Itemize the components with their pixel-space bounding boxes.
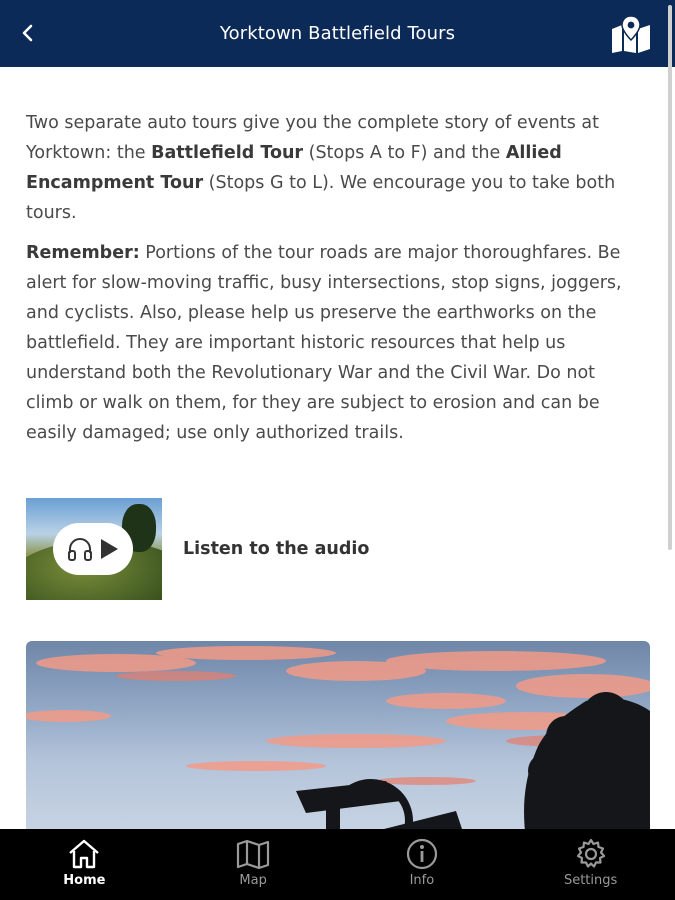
nav-label-home: Home <box>63 873 106 888</box>
reminder-label: Remember: <box>26 243 140 263</box>
bottom-navigation <box>0 829 675 900</box>
nav-map[interactable] <box>169 829 338 900</box>
tour-description <box>26 108 638 458</box>
encampment-tour-name: Allied Encampment Tour <box>26 143 562 193</box>
audio-thumbnail[interactable] <box>26 498 162 600</box>
battlefield-tour-name: Battlefield Tour <box>151 143 304 163</box>
map-icon <box>235 838 271 870</box>
nav-settings[interactable] <box>506 829 675 900</box>
nav-label-settings: Settings <box>563 873 618 888</box>
reminder-paragraph <box>26 238 638 448</box>
nav-label-info: Info <box>409 873 435 888</box>
intro-text-1: Two separate auto tours give you the complete story of events at Yorktown: the <box>26 113 599 163</box>
sunset-cannon-illustration <box>26 641 650 841</box>
nav-home[interactable] <box>0 829 169 900</box>
map-pin-icon <box>610 15 652 53</box>
home-icon <box>66 838 102 870</box>
scrollbar[interactable] <box>668 5 672 550</box>
intro-text-2: (Stops A to F) and the <box>303 143 506 163</box>
audio-play-button[interactable] <box>53 523 133 575</box>
gear-icon <box>573 838 609 870</box>
page-title: Yorktown Battlefield Tours <box>219 23 456 44</box>
top-app-bar <box>0 0 675 67</box>
headphones-icon <box>67 537 93 561</box>
intro-text-3: (Stops G to L). We encourage you to take both tours. <box>26 173 616 223</box>
info-icon <box>404 838 440 870</box>
audio-player[interactable] <box>26 498 646 600</box>
nav-label-map: Map <box>239 873 267 888</box>
reminder-text: Portions of the tour roads are major thoroughfares. Be alert for slow-moving traffic, busy intersections, stop signs, joggers, and cyclists. Also, please help us preserve the earthworks on the battlefield. They are important historic resources that help us understand both the Revolutionary War and the Civil War. Do not climb or walk on them, for they are subject to erosion and can be easily damaged; use only authorized trails. <box>26 243 622 443</box>
audio-label[interactable]: Listen to the audio <box>183 539 370 559</box>
play-icon <box>99 538 119 560</box>
map-button[interactable] <box>609 14 653 54</box>
intro-paragraph <box>26 108 638 228</box>
hero-image <box>26 641 650 841</box>
nav-info[interactable] <box>338 829 507 900</box>
